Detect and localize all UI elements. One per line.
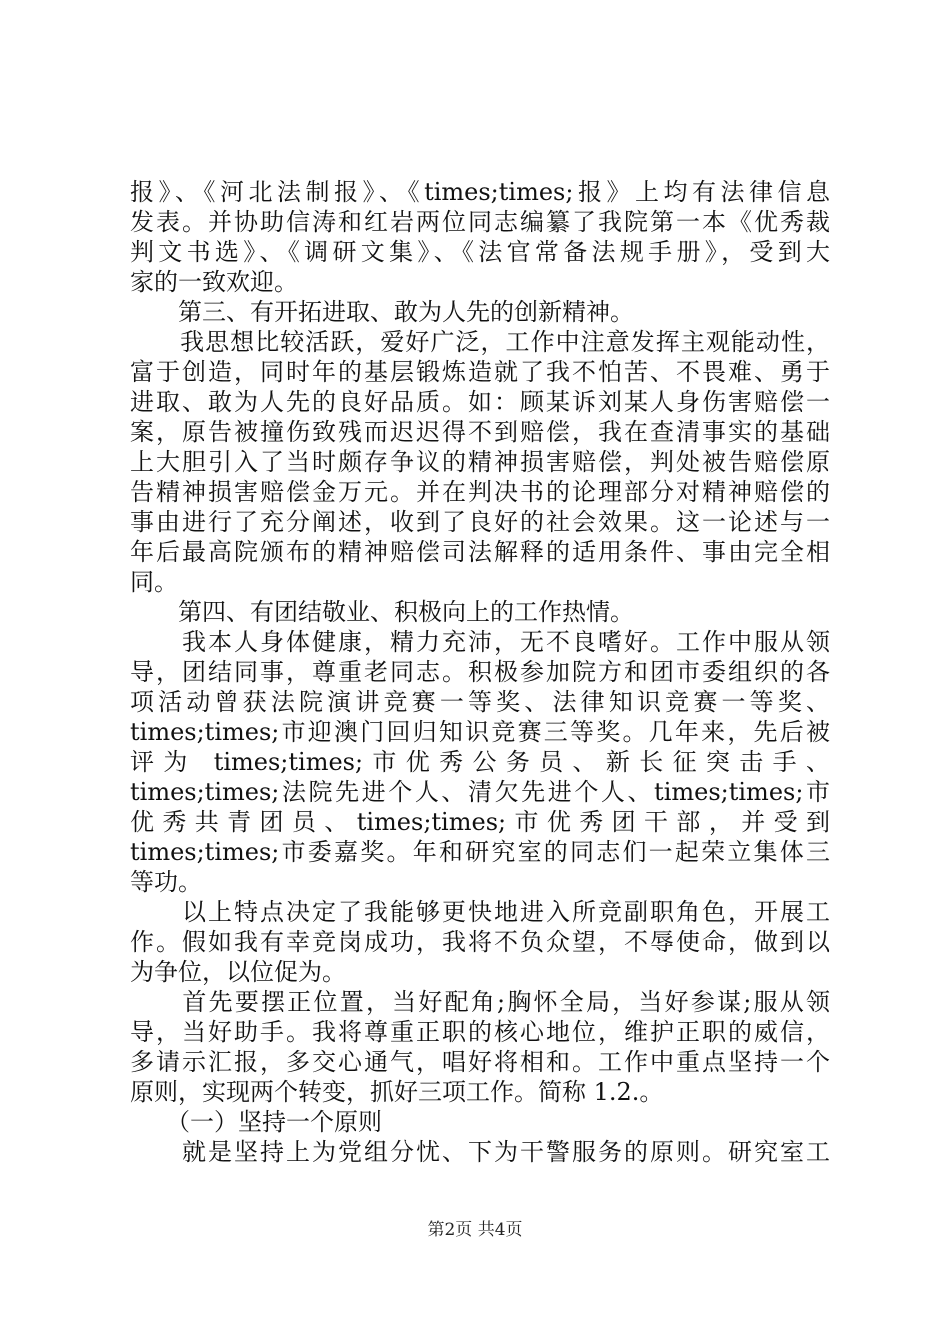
text-line: 首先要摆正位置，当好配角;胸怀全局，当好参谋;服从领 [130, 988, 830, 1016]
text-line: 事由进行了充分阐述，收到了良好的社会效果。这一论述与一 [130, 508, 830, 536]
text-line: 同。 [130, 568, 178, 596]
text-line: 作。假如我有幸竞岗成功，我将不负众望，不辱使命，做到以 [130, 928, 830, 956]
text-line: times;times;法院先进个人、清欠先进个人、times;times;市 [130, 778, 830, 806]
text-line: 评为 times;times;市优秀公务员、新长征突击手、 [130, 748, 830, 776]
text-line: 项活动曾获法院演讲竞赛一等奖、法律知识竞赛一等奖、 [130, 688, 830, 716]
text-line: 富于创造，同时年的基层锻炼造就了我不怕苦、不畏难、勇于 [130, 358, 830, 386]
page-number-footer: 第2页 共4页 [427, 1220, 523, 1240]
text-line: 多请示汇报，多交心通气，唱好将相和。工作中重点坚持一个 [130, 1048, 830, 1076]
section-heading: 第四、有团结敬业、积极向上的工作热情。 [130, 598, 634, 626]
text-line: 就是坚持上为党组分忧、下为干警服务的原则。研究室工 [130, 1138, 830, 1166]
text-line: 报》、《河北法制报》、《times;times;报》上均有法律信息 [130, 178, 830, 206]
text-line: 原则，实现两个转变，抓好三项工作。简称 1.2.。 [130, 1078, 664, 1106]
text-line: 家的一致欢迎。 [130, 268, 298, 296]
text-line: 以上特点决定了我能够更快地进入所竞副职角色，开展工 [130, 898, 830, 926]
text-line: 我思想比较活跃，爱好广泛，工作中注意发挥主观能动性， [130, 328, 830, 356]
text-line: 等功。 [130, 868, 202, 896]
text-line: 为争位，以位促为。 [130, 958, 346, 986]
text-line: times;times;市委嘉奖。年和研究室的同志们一起荣立集体三 [130, 838, 830, 866]
text-line: 我本人身体健康，精力充沛，无不良嗜好。工作中服从领 [130, 628, 830, 656]
text-line: 判文书选》、《调研文集》、《法官常备法规手册》，受到大 [130, 238, 830, 266]
text-line: 导，当好助手。我将尊重正职的核心地位，维护正职的威信， [130, 1018, 830, 1046]
text-line: 告精神损害赔偿金万元。并在判决书的论理部分对精神赔偿的 [130, 478, 830, 506]
text-line: 导，团结同事，尊重老同志。积极参加院方和团市委组织的各 [130, 658, 830, 686]
text-line: 案，原告被撞伤致残而迟迟得不到赔偿，我在查清事实的基础 [130, 418, 830, 446]
text-line: 进取、敢为人先的良好品质。如：顾某诉刘某人身伤害赔偿一 [130, 388, 830, 416]
text-line: 上大胆引入了当时颇存争议的精神损害赔偿，判处被告赔偿原 [130, 448, 830, 476]
text-line: times;times;市迎澳门回归知识竞赛三等奖。几年来，先后被 [130, 718, 830, 746]
text-line: 年后最高院颁布的精神赔偿司法解释的适用条件、事由完全相 [130, 538, 830, 566]
text-line: 优秀共青团员、times;times;市优秀团干部，并受到 [130, 808, 830, 836]
section-heading: （一）坚持一个原则 [130, 1108, 382, 1136]
section-heading: 第三、有开拓进取、敢为人先的创新精神。 [130, 298, 634, 326]
text-line: 发表。并协助信涛和红岩两位同志编纂了我院第一本《优秀裁 [130, 208, 830, 236]
